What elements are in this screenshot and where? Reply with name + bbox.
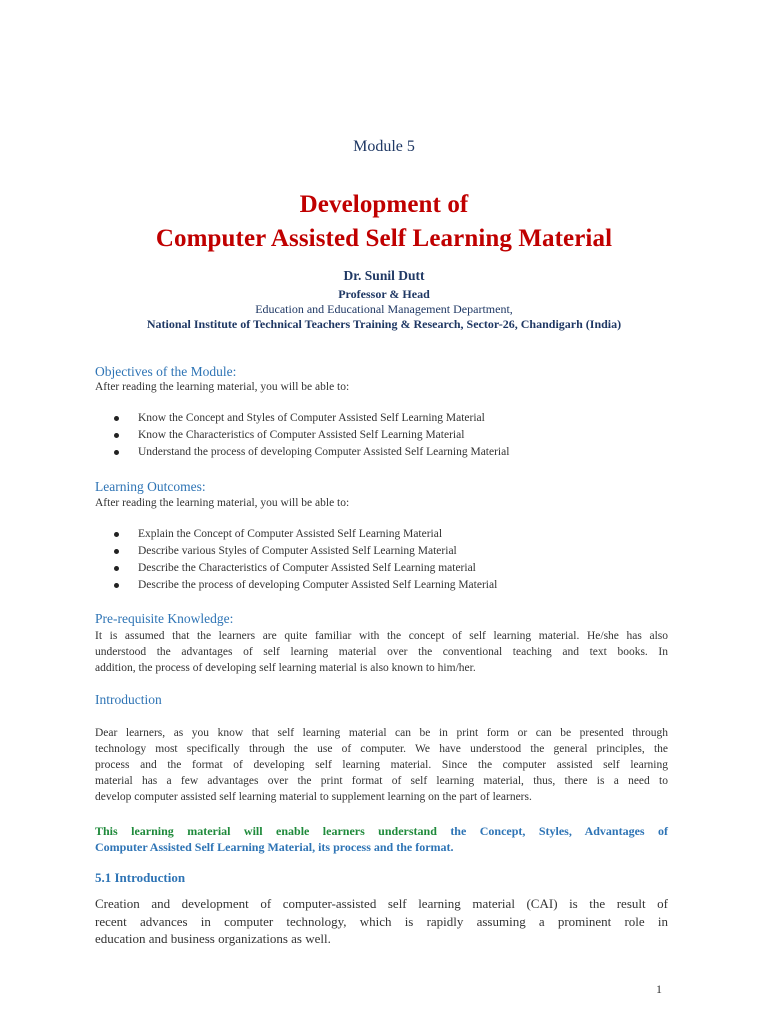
bullet-icon — [114, 549, 119, 554]
module-label: Module 5 — [353, 138, 415, 155]
list-item: Know the Characteristics of Computer Assisted Self Learning Material — [95, 427, 509, 444]
author-name: Dr. Sunil Dutt — [343, 268, 425, 283]
bullet-icon — [114, 532, 119, 537]
list-item: Explain the Concept of Computer Assisted Self Learning Material — [95, 526, 497, 543]
author-department: Education and Educational Management Department, — [255, 302, 513, 316]
list-item: Describe the Characteristics of Computer Assisted Self Learning material — [95, 560, 497, 577]
author-role: Professor & Head — [338, 287, 430, 301]
author-institute: National Institute of Technical Teachers Training & Research, Sector-26, Chandigarh (India) — [146, 317, 622, 331]
bullet-icon — [114, 450, 119, 455]
outcomes-heading: Learning Outcomes: — [95, 479, 206, 494]
list-item: Understand the process of developing Computer Assisted Self Learning Material — [95, 444, 509, 461]
module-summary — [95, 823, 668, 855]
bullet-icon — [114, 416, 119, 421]
outcomes-list — [95, 526, 497, 594]
summary-blue-text-1: the Concept, Styles, Advantages of — [450, 824, 669, 838]
section-paragraph: Creation and development of computer-assisted self learning material (CAI) is the result of recent advances in computer technology, which is rapidly assuming a prominent role in education and business organizations as well. — [95, 896, 668, 946]
objectives-list — [95, 410, 509, 461]
introduction-heading: Introduction — [95, 692, 162, 707]
summary-blue-text-2: Computer Assisted Self Learning Material, its process and the format. — [95, 840, 454, 854]
prerequisite-paragraph: It is assumed that the learners are quite familiar with the concept of self learning material. He/she has also understood the advantages of self learning material over the conventional teaching and text books. In addition, the process of developing self learning material is also known to him/her. — [95, 630, 668, 674]
list-item: Describe various Styles of Computer Assisted Self Learning Material — [95, 543, 497, 560]
section-heading: 5.1 Introduction — [95, 870, 186, 885]
summary-green-text: This learning material will enable learners understand — [95, 824, 437, 838]
introduction-paragraph: Dear learners, as you know that self learning material can be in print form or can be presented through technology most specifically through the use of computer. We have understood the general principles, the process and the format of developing self learning material. Since the computer assisted self learning material has a few advantages over the print format of self learning material, thus, there is a need to develop computer assisted self learning material to supplement learning on the part of learners. — [95, 727, 668, 803]
outcomes-intro: After reading the learning material, you will be able to: — [95, 497, 350, 509]
bullet-icon — [114, 433, 119, 438]
list-item: Know the Concept and Styles of Computer Assisted Self Learning Material — [95, 410, 509, 427]
objectives-intro: After reading the learning material, you will be able to: — [95, 381, 350, 393]
list-item: Describe the process of developing Computer Assisted Self Learning Material — [95, 577, 497, 594]
objectives-heading: Objectives of the Module: — [95, 364, 237, 379]
document-title-line-2: Computer Assisted Self Learning Material — [155, 225, 613, 252]
page-number: 1 — [656, 982, 662, 996]
document-title-line-1: Development of — [299, 191, 469, 218]
prerequisite-heading: Pre-requisite Knowledge: — [95, 611, 234, 626]
bullet-icon — [114, 566, 119, 571]
bullet-icon — [114, 583, 119, 588]
